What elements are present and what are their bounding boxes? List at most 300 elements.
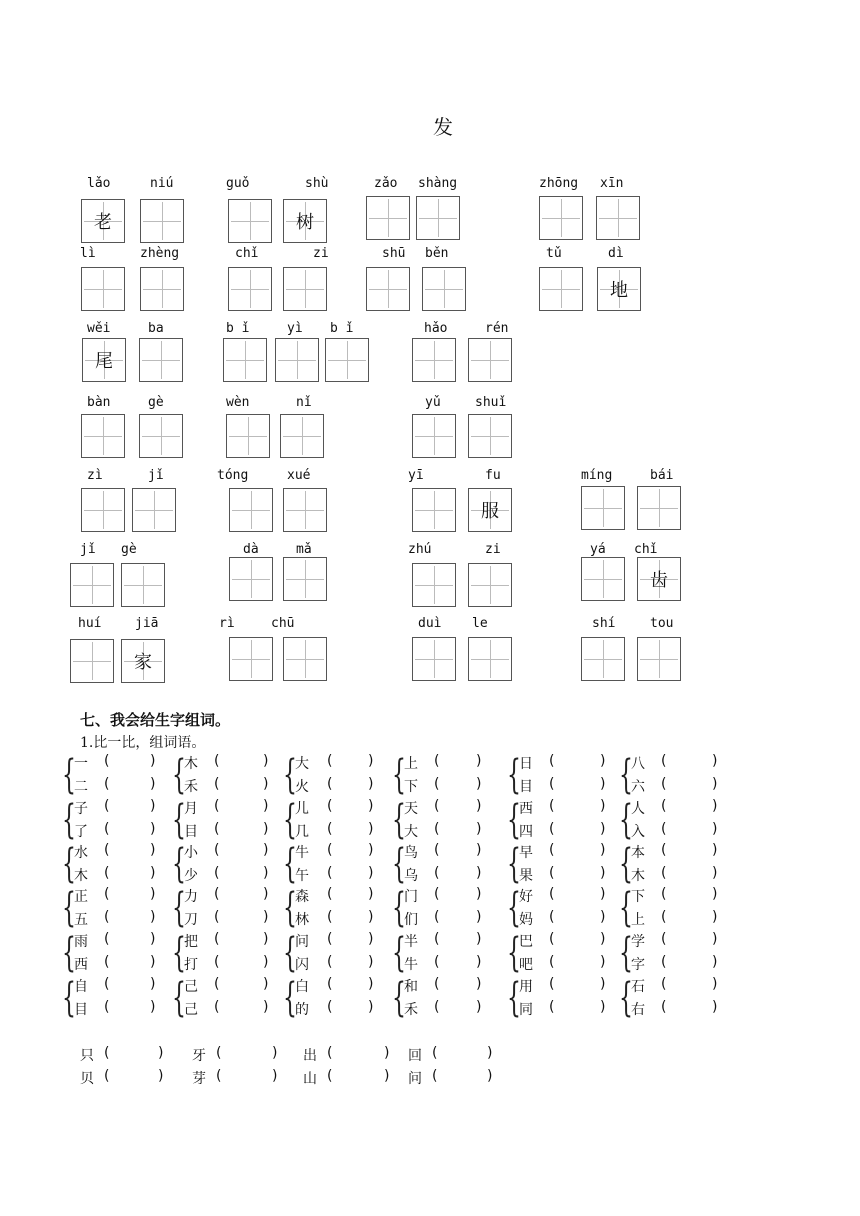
compare-pair [392,931,512,977]
answer-open-paren[interactable]: ( [661,821,667,837]
answer-close-paren: ) [158,1045,164,1061]
pair-character: 禾 [184,779,198,795]
pinyin-label: niú [150,176,174,191]
answer-open-paren[interactable]: ( [434,909,440,925]
pair-character: 大 [295,756,309,772]
answer-open-paren[interactable]: ( [104,753,110,769]
answer-close-paren: ) [600,821,606,837]
answer-open-paren[interactable]: ( [434,821,440,837]
answer-open-paren[interactable]: ( [214,976,220,992]
answer-open-paren[interactable]: ( [661,886,667,902]
compare-pair [507,976,627,1022]
pair-character: 木 [631,868,645,884]
writing-box[interactable] [229,488,273,532]
answer-open-paren[interactable]: ( [104,798,110,814]
given-character: 树 [296,212,314,233]
pair-character: 人 [631,801,645,817]
answer-open-paren[interactable]: ( [327,976,333,992]
answer-open-paren[interactable]: ( [434,798,440,814]
pair-character: 和 [404,979,418,995]
pair-character: 了 [74,824,88,840]
answer-open-paren[interactable]: ( [661,776,667,792]
brace-icon: { [507,930,521,976]
compare-pair [619,798,739,844]
pair-character: 下 [631,889,645,905]
answer-open-paren[interactable]: ( [214,776,220,792]
pair-character: 好 [519,889,533,905]
writing-box[interactable] [81,267,125,311]
compare-pair [283,886,403,932]
pair-character: 上 [631,912,645,928]
answer-close-paren: ) [368,798,374,814]
answer-open-paren[interactable]: ( [549,931,555,947]
pinyin-label: chǐ [634,542,658,557]
answer-open-paren[interactable]: ( [327,821,333,837]
brace-icon: { [62,752,76,798]
section-title: 七、我会给生字组词。 [80,711,231,729]
pair-character: 半 [404,934,418,950]
brace-icon: { [619,975,633,1021]
writing-box[interactable] [81,414,125,458]
answer-open-paren[interactable]: ( [327,865,333,881]
answer-open-paren[interactable]: ( [214,865,220,881]
answer-open-paren[interactable]: ( [214,909,220,925]
answer-close-paren: ) [150,931,156,947]
compare-pair [392,886,512,932]
answer-open-paren[interactable]: ( [104,776,110,792]
answer-open-paren[interactable]: ( [104,865,110,881]
answer-close-paren: ) [368,865,374,881]
free-character: 牙 [192,1048,206,1064]
answer-close-paren: ) [368,753,374,769]
answer-open-paren[interactable]: ( [104,886,110,902]
pair-character: 早 [519,845,533,861]
pair-character: 目 [519,779,533,795]
free-character: 贝 [80,1071,94,1087]
pair-character: 木 [184,756,198,772]
answer-open-paren[interactable]: ( [549,842,555,858]
answer-open-paren[interactable]: ( [434,753,440,769]
answer-open-paren[interactable]: ( [327,1045,333,1061]
answer-open-paren[interactable]: ( [549,954,555,970]
compare-pair [619,931,739,977]
pair-character: 雨 [74,934,88,950]
brace-icon: { [172,752,186,798]
pinyin-label: bàn [87,395,111,410]
answer-open-paren[interactable]: ( [434,842,440,858]
answer-open-paren[interactable]: ( [434,886,440,902]
brace-icon: { [172,975,186,1021]
pair-character: 一 [74,756,88,772]
compare-pair [619,753,739,799]
pinyin-label: ba [148,321,164,336]
answer-close-paren: ) [368,909,374,925]
answer-close-paren: ) [150,909,156,925]
pair-character: 火 [295,779,309,795]
answer-open-paren[interactable]: ( [104,931,110,947]
answer-open-paren[interactable]: ( [432,1068,438,1084]
pair-character: 下 [404,779,418,795]
answer-close-paren: ) [272,1068,278,1084]
writing-box[interactable] [81,488,125,532]
free-character: 芽 [192,1071,206,1087]
answer-close-paren: ) [150,999,156,1015]
brace-icon: { [619,752,633,798]
pinyin-label: bái [650,468,674,483]
pair-character: 右 [631,1002,645,1018]
writing-box[interactable] [325,338,369,382]
pair-character: 问 [295,934,309,950]
answer-close-paren: ) [263,976,269,992]
compare-pair [62,976,182,1022]
pair-character: 小 [184,845,198,861]
answer-close-paren: ) [712,909,718,925]
answer-open-paren[interactable]: ( [327,798,333,814]
answer-open-paren[interactable]: ( [214,954,220,970]
answer-open-paren[interactable]: ( [549,909,555,925]
brace-icon: { [392,797,406,843]
given-character: 齿 [650,570,668,591]
brace-icon: { [172,797,186,843]
writing-box[interactable] [468,488,512,532]
answer-open-paren[interactable]: ( [104,842,110,858]
pinyin-label: lì [80,246,96,261]
answer-open-paren[interactable]: ( [661,865,667,881]
brace-icon: { [392,752,406,798]
answer-close-paren: ) [263,776,269,792]
compare-pair [283,931,403,977]
brace-icon: { [619,841,633,887]
pair-character: 用 [519,979,533,995]
brace-icon: { [62,841,76,887]
answer-open-paren[interactable]: ( [434,776,440,792]
answer-close-paren: ) [263,954,269,970]
pair-character: 月 [184,801,198,817]
pinyin-label: zhú [408,542,432,557]
answer-close-paren: ) [263,842,269,858]
answer-close-paren: ) [487,1068,493,1084]
answer-open-paren[interactable]: ( [327,753,333,769]
writing-box[interactable] [82,338,126,382]
pair-character: 几 [295,824,309,840]
pair-character: 果 [519,868,533,884]
pinyin-label: tóng [217,468,249,483]
answer-close-paren: ) [368,886,374,902]
pinyin-label: míng [581,468,613,483]
answer-open-paren[interactable]: ( [216,1068,222,1084]
answer-open-paren[interactable]: ( [549,821,555,837]
compare-pair [283,798,403,844]
answer-open-paren[interactable]: ( [549,753,555,769]
pinyin-label: yá [590,542,606,557]
writing-box[interactable] [140,199,184,243]
writing-box[interactable] [283,267,327,311]
pair-character: 正 [74,889,88,905]
answer-close-paren: ) [368,842,374,858]
writing-box[interactable] [139,338,183,382]
pinyin-label: wèn [226,395,250,410]
pinyin-label: rén [485,321,509,336]
writing-box[interactable] [412,414,456,458]
answer-open-paren[interactable]: ( [327,931,333,947]
answer-open-paren[interactable]: ( [104,821,110,837]
writing-box[interactable] [468,563,512,607]
pinyin-label: shù [305,176,329,191]
answer-open-paren[interactable]: ( [434,865,440,881]
pair-character: 目 [74,1002,88,1018]
writing-box[interactable] [581,486,625,530]
pair-character: 吧 [519,957,533,973]
answer-close-paren: ) [476,954,482,970]
writing-box[interactable] [581,637,625,681]
pinyin-label: jiā [135,616,159,631]
answer-open-paren[interactable]: ( [661,931,667,947]
answer-open-paren[interactable]: ( [549,865,555,881]
pair-character: 上 [404,756,418,772]
pinyin-label: dì [608,246,624,261]
writing-box[interactable] [283,637,327,681]
writing-box[interactable] [468,338,512,382]
writing-box[interactable] [283,199,327,243]
pair-character: 字 [631,957,645,973]
answer-close-paren: ) [476,776,482,792]
writing-box[interactable] [283,488,327,532]
answer-open-paren[interactable]: ( [104,1068,110,1084]
pinyin-label: zì [87,468,103,483]
answer-open-paren[interactable]: ( [434,976,440,992]
compare-pair [172,976,292,1022]
pinyin-label: jǐ [80,542,96,557]
writing-box[interactable] [139,414,183,458]
compare-pair [283,842,403,888]
answer-open-paren[interactable]: ( [327,999,333,1015]
answer-open-paren[interactable]: ( [661,999,667,1015]
answer-close-paren: ) [600,999,606,1015]
writing-box[interactable] [121,563,165,607]
writing-box[interactable] [422,267,466,311]
answer-close-paren: ) [263,886,269,902]
compare-pair [172,753,292,799]
brace-icon: { [172,885,186,931]
writing-box[interactable] [229,557,273,601]
answer-open-paren[interactable]: ( [549,886,555,902]
answer-close-paren: ) [263,909,269,925]
given-character: 老 [94,212,112,233]
pair-character: 力 [184,889,198,905]
pinyin-label: zǎo [374,176,398,191]
writing-box[interactable] [597,267,641,311]
pinyin-label: wěi [87,321,111,336]
writing-box[interactable] [70,639,114,683]
pair-character: 牛 [295,845,309,861]
writing-box[interactable] [539,196,583,240]
compare-pair [62,798,182,844]
compare-pair [619,886,739,932]
answer-close-paren: ) [368,821,374,837]
pair-character: 刀 [184,912,198,928]
answer-open-paren[interactable]: ( [327,954,333,970]
answer-open-paren[interactable]: ( [327,842,333,858]
pinyin-label: fu [485,468,501,483]
writing-box[interactable] [581,557,625,601]
writing-box[interactable] [468,637,512,681]
writing-box[interactable] [412,338,456,382]
writing-box[interactable] [275,338,319,382]
pinyin-label: shí [592,616,616,631]
pinyin-label: zhōng [539,176,579,191]
answer-open-paren[interactable]: ( [661,753,667,769]
answer-open-paren[interactable]: ( [104,1045,110,1061]
answer-open-paren[interactable]: ( [104,999,110,1015]
writing-box[interactable] [596,196,640,240]
writing-box[interactable] [366,267,410,311]
compare-pair [507,886,627,932]
pair-character: 子 [74,801,88,817]
answer-open-paren[interactable]: ( [661,798,667,814]
answer-close-paren: ) [476,886,482,902]
writing-box[interactable] [637,557,681,601]
pair-character: 水 [74,845,88,861]
answer-open-paren[interactable]: ( [327,886,333,902]
answer-close-paren: ) [158,1068,164,1084]
answer-open-paren[interactable]: ( [549,976,555,992]
writing-box[interactable] [416,196,460,240]
pinyin-label: zhèng [140,246,180,261]
compare-pair [507,753,627,799]
pair-character: 少 [184,868,198,884]
writing-box[interactable] [468,414,512,458]
writing-box[interactable] [228,199,272,243]
answer-open-paren[interactable]: ( [661,976,667,992]
writing-box[interactable] [280,414,324,458]
answer-open-paren[interactable]: ( [661,954,667,970]
answer-open-paren[interactable]: ( [432,1045,438,1061]
answer-open-paren[interactable]: ( [549,776,555,792]
compare-pair [62,886,182,932]
answer-open-paren[interactable]: ( [214,842,220,858]
pair-character: 学 [631,934,645,950]
pair-character: 入 [631,824,645,840]
pair-character: 四 [519,824,533,840]
brace-icon: { [392,885,406,931]
pair-character: 八 [631,756,645,772]
answer-open-paren[interactable]: ( [214,821,220,837]
answer-open-paren[interactable]: ( [434,999,440,1015]
answer-open-paren[interactable]: ( [104,976,110,992]
given-character: 尾 [95,351,113,372]
answer-open-paren[interactable]: ( [661,909,667,925]
answer-close-paren: ) [272,1045,278,1061]
answer-close-paren: ) [368,976,374,992]
brace-icon: { [392,841,406,887]
answer-open-paren[interactable]: ( [216,1045,222,1061]
answer-open-paren[interactable]: ( [327,776,333,792]
writing-box[interactable] [70,563,114,607]
answer-close-paren: ) [263,999,269,1015]
writing-box[interactable] [223,338,267,382]
pinyin-label: huí [78,616,102,631]
pair-character: 天 [404,801,418,817]
writing-box[interactable] [283,557,327,601]
answer-close-paren: ) [712,776,718,792]
pinyin-label: tou [650,616,674,631]
writing-box[interactable] [412,563,456,607]
compare-pair [619,842,739,888]
pinyin-label: mǎ [296,542,312,557]
writing-box[interactable] [366,196,410,240]
pair-character: 己 [184,1002,198,1018]
answer-open-paren[interactable]: ( [434,931,440,947]
pinyin-label: nǐ [296,395,312,410]
answer-open-paren[interactable]: ( [104,909,110,925]
writing-box[interactable] [412,488,456,532]
answer-close-paren: ) [476,931,482,947]
answer-close-paren: ) [150,753,156,769]
pair-character: 乌 [404,868,418,884]
compare-pair [507,931,627,977]
answer-close-paren: ) [600,865,606,881]
free-character: 山 [303,1071,317,1087]
pinyin-label: guǒ [226,176,250,191]
writing-box[interactable] [637,637,681,681]
pair-character: 五 [74,912,88,928]
pair-character: 二 [74,779,88,795]
answer-open-paren[interactable]: ( [214,931,220,947]
answer-close-paren: ) [476,999,482,1015]
answer-open-paren[interactable]: ( [214,798,220,814]
brace-icon: { [619,930,633,976]
answer-open-paren[interactable]: ( [327,1068,333,1084]
answer-close-paren: ) [476,909,482,925]
brace-icon: { [392,975,406,1021]
brace-icon: { [507,841,521,887]
answer-open-paren[interactable]: ( [214,999,220,1015]
writing-box[interactable] [229,637,273,681]
writing-box[interactable] [637,486,681,530]
writing-box[interactable] [226,414,270,458]
compare-pair [172,886,292,932]
given-character: 地 [610,280,628,301]
pair-character: 打 [184,957,198,973]
pinyin-label: le [472,616,488,631]
writing-box[interactable] [228,267,272,311]
writing-box[interactable] [140,267,184,311]
answer-open-paren[interactable]: ( [214,886,220,902]
answer-open-paren[interactable]: ( [104,954,110,970]
writing-box[interactable] [539,267,583,311]
answer-open-paren[interactable]: ( [549,999,555,1015]
writing-box[interactable] [132,488,176,532]
answer-open-paren[interactable]: ( [327,909,333,925]
writing-box[interactable] [81,199,125,243]
answer-close-paren: ) [384,1045,390,1061]
brace-icon: { [283,841,297,887]
pair-character: 的 [295,1002,309,1018]
pinyin-label: yǔ [425,395,441,410]
answer-close-paren: ) [150,842,156,858]
pair-character: 目 [184,824,198,840]
answer-open-paren[interactable]: ( [434,954,440,970]
answer-open-paren[interactable]: ( [214,753,220,769]
answer-close-paren: ) [476,976,482,992]
compare-pair [172,931,292,977]
answer-close-paren: ) [600,886,606,902]
answer-open-paren[interactable]: ( [661,842,667,858]
answer-open-paren[interactable]: ( [549,798,555,814]
answer-close-paren: ) [712,821,718,837]
writing-box[interactable] [412,637,456,681]
writing-box[interactable] [121,639,165,683]
